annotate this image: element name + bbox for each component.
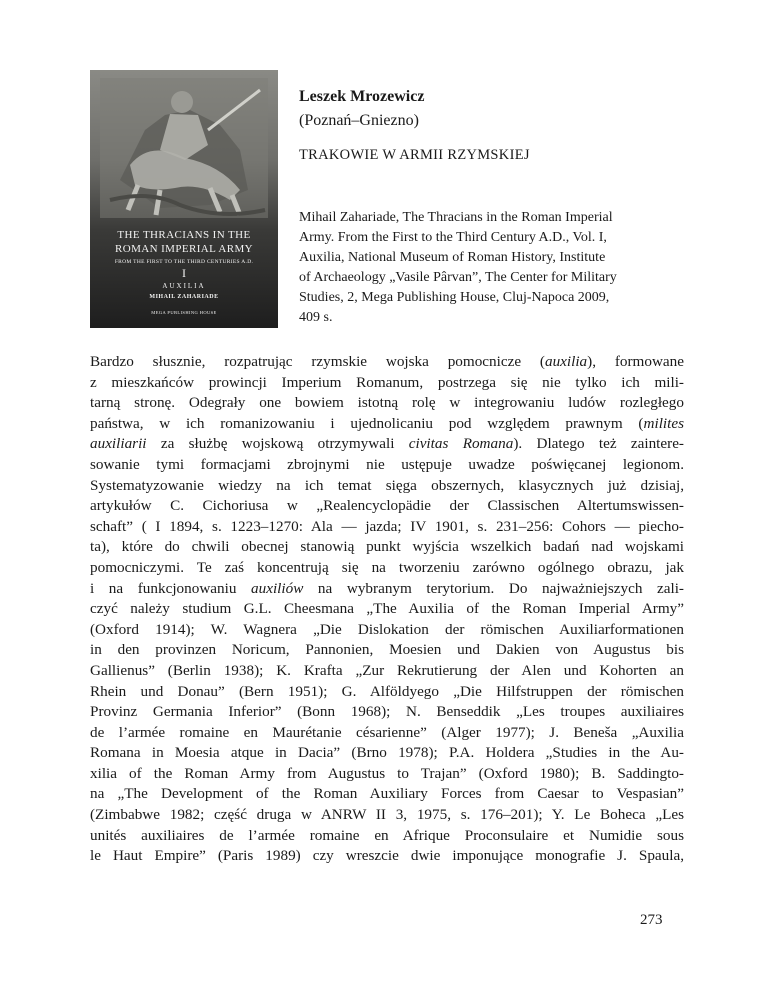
body-line [90,640,684,661]
body-text-run: Rhein und Donau” (Bern 1951); G. Alföldyego „Die Hilfstruppen der römischen [90,682,684,700]
body-line [90,558,684,579]
biblio-line: Army. From the First to the Third Century A.D., Vol. I, [299,230,607,245]
cover-volume: I [182,266,186,280]
body-text-run: xilia of the Roman Army from Augustus to Trajan” (Oxford 1980); B. Saddingto- [90,764,684,782]
body-line [90,784,684,805]
body-line [90,599,684,620]
body-line [90,496,684,517]
body-line [90,537,684,558]
italic-term: auxilia [544,353,588,370]
body-text-run: (Zimbabwe 1982; część druga w ANRW II 3, 1975, s. 176–201); Y. Le Boheca „Les [90,806,684,824]
body-text [90,352,684,867]
page-number: 273 [640,912,663,928]
biblio-line: Mihail Zahariade, The Thracians in the Roman Imperial [299,210,613,225]
body-text-run: Gallienus” (Berlin 1938); K. Krafta „Zur Rekrutierung der Alen und Kohorten an [90,661,684,679]
cover-section: AUXILIA [162,282,206,290]
body-text-run: państwa, w ich romanizowaniu i ujednolicaniu pod względem prawnym ( [90,414,644,432]
body-line [90,393,684,414]
body-text-run: Provinz Germania Inferior” (Bonn 1968); N. Benseddik „Les troupes auxiliaires [90,703,684,721]
body-text-run: schaft” ( I 1894, s. 1223–1270: Ala — jazda; IV 1901, s. 231–256: Cohors — piecho- [90,517,684,535]
biblio-line: of Archaeology „Vasile Pârvan”, The Center for Military [299,270,617,285]
body-line [90,455,684,476]
biblio-line: 409 s. [299,310,333,325]
body-line [90,579,684,600]
body-line [90,682,684,703]
body-text-run: sowanie tymi formacjami zbrojnymi nie ustępuje uwadze poświęcanej legionom. [90,455,684,473]
body-text-run: tarną stronę. Odegrały one bowiem istotną rolę w integrowaniu ludów rozległego [90,394,684,412]
body-text-run: na „The Development of the Roman Auxiliary Forces from Caesar to Vespasian” [90,785,684,803]
body-text-run: Romana in Moesia atque in Dacia” (Brno 1978); P.A. Holdera „Studies in the Au- [90,744,684,762]
body-line [90,805,684,826]
book-cover-image [90,70,278,328]
bibliographic-reference [299,208,683,328]
review-author: Leszek Mrozewicz [299,88,425,105]
body-line [90,743,684,764]
body-text-run: Bardzo słusznie, rozpatrując rzymskie wojska pomocnicze ( [90,353,545,370]
body-line [90,723,684,744]
body-line [90,517,684,538]
review-affiliation: (Poznań–Gniezno) [299,112,419,129]
cover-subtitle: FROM THE FIRST TO THE THIRD CENTURIES A.D. [114,259,254,265]
body-text-run: czyć należy studium G.L. Cheesmana „The Auxilia of the Roman Imperial Army” [90,600,684,618]
cover-title-line2: ROMAN IMPERIAL ARMY [115,243,253,255]
body-text-run: le Haut Empire” (Paris 1989) czy wreszcie dwie imponujące monografie J. Spaula, [90,847,684,865]
biblio-line: Studies, 2, Mega Publishing House, Cluj-Napoca 2009, [299,290,610,305]
body-text-run: de l’armée romaine en Maurétanie césarienne” (Alger 1977); J. Beneša „Auxilia [90,723,684,741]
body-line [90,434,684,455]
body-text-run: ). Dlatego też zaintere- [513,435,684,453]
body-line [90,352,684,373]
body-line [90,414,684,435]
body-text-run: in den provinzen Noricum, Pannonien, Moesien und Dakien von Augustus bis [90,641,684,659]
body-line [90,826,684,847]
body-line [90,476,684,497]
body-text-run: za służbę wojskową otrzymywali [146,435,409,453]
cover-author: MIHAIL ZAHARIADE [149,294,219,300]
body-text-run: ta), które do chwili obecnej stanowią punkt wyjścia wszelkich badań nad wojskami [90,538,684,556]
italic-term: auxiliów [251,579,304,597]
body-line [90,661,684,682]
body-text-run: i na funkcjonowaniu [90,579,252,597]
body-line [90,764,684,785]
body-line [90,620,684,641]
review-title: TRAKOWIE W ARMII RZYMSKIEJ [299,147,530,163]
body-text-run: z mieszkańców prowincji Imperium Romanum, postrzega się nie tylko ich mili- [90,373,684,391]
biblio-line: Auxilia, National Museum of Roman History, Institute [299,250,606,265]
body-text-run: unités auxiliaires de l’armée romaine en Afrique Proconsulaire et Numidie sous [90,826,684,844]
italic-term: milites [643,414,684,432]
italic-term: auxiliarii [90,435,147,453]
body-text-run: ), formowane [587,353,684,370]
body-line [90,702,684,723]
body-line [90,373,684,394]
italic-term: civitas Romana [408,435,514,453]
body-text-run: Systematyzowanie wiedzy na ich temat sięga obszernych, klasycznych już dzisiaj, [90,476,684,494]
cover-title-line1: THE THRACIANS IN THE [117,229,251,241]
body-text-run: pomocniczymi. Te zaś koncentrują się na tworzeniu zarówno ogólnego obrazu, jak [90,558,684,576]
cover-publisher: MEGA PUBLISHING HOUSE [151,310,217,315]
body-text-run: (Oxford 1914); W. Wagnera „Die Dislokation der römischen Auxiliarformationen [90,620,684,638]
body-text-run: na wybranym terytorium. Do najważniejszych zali- [303,579,684,597]
body-text-run: artykułów C. Cichoriusa w „Realencyclopädie der Classischen Altertumswissen- [90,497,684,515]
body-line [90,846,684,867]
